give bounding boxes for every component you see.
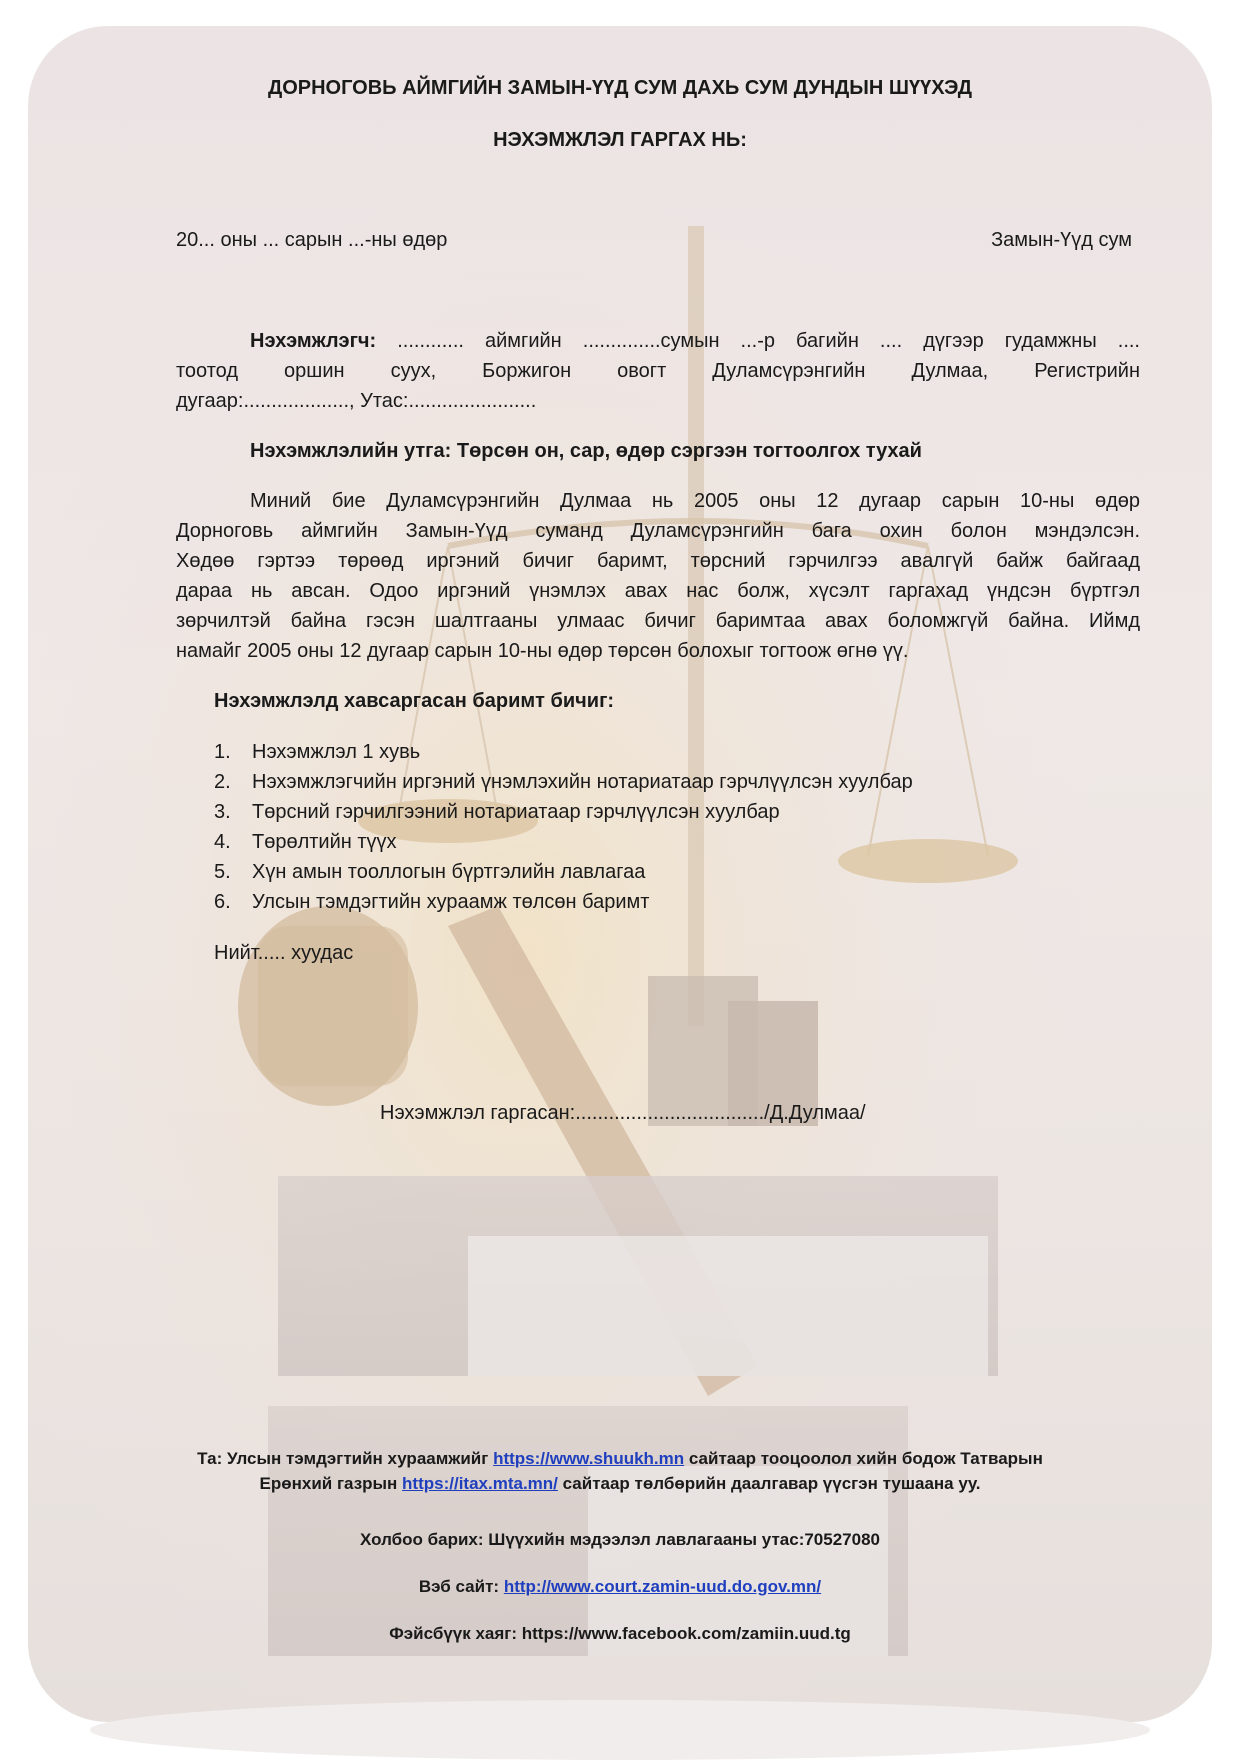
list-item: 1. Нэхэмжлэл 1 хувь: [214, 741, 421, 763]
page-total: Нийт..... хуудас: [214, 942, 354, 964]
body-line-1: Миний бие Дуламсүрэнгийн Дулмаа нь 2005 оны 12 дугаар сарын 10-ны өдөр: [250, 490, 1140, 512]
document-title: НЭХЭМЖЛЭЛ ГАРГАХ НЬ:: [493, 129, 747, 151]
body-line-2: Дорноговь аймгийн Замын-Үүд суманд Дуламсүрэнгийн бага охин болон мэндэлсэн.: [176, 520, 1140, 542]
list-item: 6. Улсын тэмдэгтийн хураамж төлсөн баримт: [214, 891, 650, 913]
itax-link[interactable]: https://itax.mta.mn/: [402, 1474, 558, 1493]
court-website-link[interactable]: http://www.court.zamin-uud.do.gov.mn/: [503, 1577, 822, 1596]
court-title: ДОРНОГОВЬ АЙМГИЙН ЗАМЫН-ҮҮД СУМ ДАХЬ СУМ ДУНДЫН ШҮҮХЭД: [267, 77, 973, 99]
fee-note-line-1: Та: Улсын тэмдэгтийн хураамжийг https://www.shuukh.mn сайтаар тооцоолол хийн бодож Татварын: [197, 1449, 1043, 1468]
date-line: 20... оны ... сарын ...-ны өдөр: [176, 229, 448, 251]
body-line-6: намайг 2005 оны 12 дугаар сарын 10-ны өдөр төрсөн болохыг тогтоож өгнө үү.: [176, 640, 909, 662]
list-item: 4. Төрөлтийн түүх: [214, 831, 397, 853]
signature-line: Нэхэмжлэл гаргасан:................................../Д.Дулмаа/: [380, 1102, 866, 1124]
claim-subject: Нэхэмжлэлийн утга: Төрсөн он, сар, өдөр сэргээн тогтоолгох тухай: [250, 440, 922, 462]
claimant-line-3: дугаар:..................., Утас:.......................: [176, 390, 537, 412]
list-item: 3. Төрсний гэрчилгээний нотариатаар гэрчлүүлсэн хуулбар: [214, 801, 780, 823]
claimant-address: ............ аймгийн ..............сумын ...-р багийн .... дүгээр гудамжны ....: [376, 330, 1140, 352]
list-item: 5. Хүн амын тооллогын бүртгэлийн лавлагаа: [214, 861, 646, 883]
body-line-3: Хөдөө гэртээ төрөөд иргэний бичиг баримт, төрсний гэрчилгээ авалгүй байж байгаад: [176, 550, 1140, 572]
claimant-label: Нэхэмжлэгч:: [250, 330, 377, 352]
shuukh-link[interactable]: https://www.shuukh.mn: [493, 1449, 685, 1468]
website-line: Вэб сайт: http://www.court.zamin-uud.do.gov.mn/: [418, 1577, 822, 1596]
place-line: Замын-Үүд сум: [991, 229, 1132, 251]
list-item: 2. Нэхэмжлэгчийн иргэний үнэмлэхийн нотариатаар гэрчлүүлсэн хуулбар: [214, 771, 913, 793]
body-line-5: зөрчилтэй байна гэсэн шалтгааны улмаас бичиг баримтаа авах боломжгүй байна. Иймд: [176, 610, 1140, 632]
attachments-heading: Нэхэмжлэлд хавсаргасан баримт бичиг:: [214, 690, 615, 712]
claimant-line-2: тоотод оршин суух, Боржигон овогт Дуламсүрэнгийн Дулмаа, Регистрийн: [176, 360, 1140, 382]
body-line-4: дараа нь авсан. Одоо иргэний үнэмлэх авах нас болж, хүсэлт гаргахад үндсэн бүртгэл: [176, 580, 1140, 602]
fee-note-line-2: Ерөнхий газрын https://itax.mta.mn/ сайтаар төлбөрийн даалгавар үүсгэн тушаана уу.: [259, 1474, 981, 1493]
claimant-line-1: [250, 326, 1140, 356]
contact-line: Холбоо барих: Шүүхийн мэдээлэл лавлагааны утас:70527080: [360, 1530, 880, 1549]
facebook-line: Фэйсбүүк хаяг: https://www.facebook.com/zamiin.uud.tg: [389, 1624, 851, 1643]
